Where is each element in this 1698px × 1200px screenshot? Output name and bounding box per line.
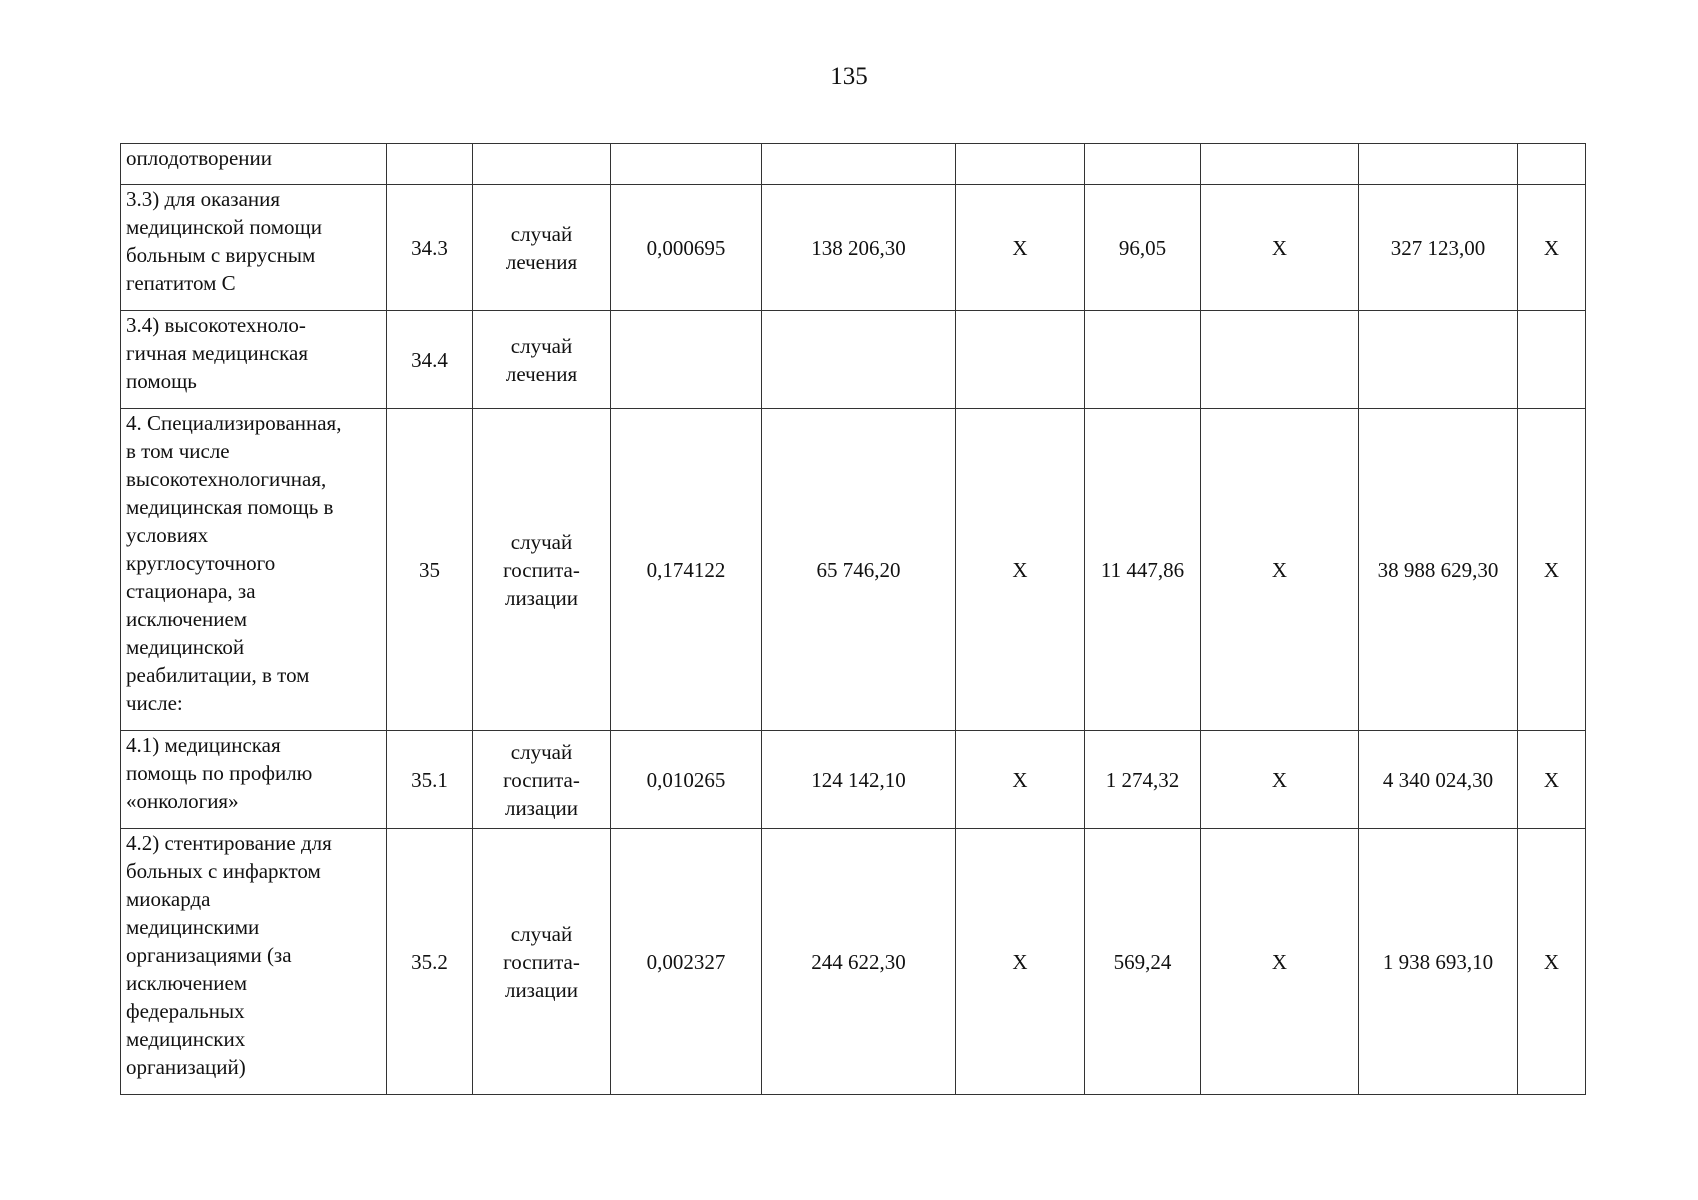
col9-cell: 327 123,00 <box>1359 185 1518 311</box>
page-number: 135 <box>830 63 868 90</box>
unit-line: лизации <box>504 977 579 1002</box>
norm-cell <box>611 311 762 409</box>
col6-cell: X <box>956 409 1085 731</box>
col8-cell: X <box>1201 409 1359 731</box>
row-name-line: больных с инфарктом <box>126 859 321 883</box>
tariff-table <box>120 143 1586 1095</box>
col10-cell: X <box>1518 409 1586 731</box>
row-name-line: организациями (за <box>126 943 292 967</box>
col6-cell: X <box>956 185 1085 311</box>
col10-cell <box>1518 144 1586 185</box>
row-name-line: миокарда <box>126 887 211 911</box>
cost-cell: 244 622,30 <box>762 829 956 1095</box>
col6-cell: X <box>956 731 1085 829</box>
unit-line: лизации <box>504 795 579 820</box>
col8-cell <box>1201 311 1359 409</box>
col7-cell: 569,24 <box>1085 829 1201 1095</box>
norm-cell: 0,002327 <box>611 829 762 1095</box>
unit-line: лечения <box>505 249 578 274</box>
table-row <box>121 185 1586 311</box>
col10-cell <box>1518 311 1586 409</box>
col9-cell: 38 988 629,30 <box>1359 409 1518 731</box>
table-row <box>121 311 1586 409</box>
unit-cell <box>473 409 611 731</box>
row-name-line: условиях <box>126 523 209 547</box>
row-name-line: медицинской <box>126 635 245 659</box>
col7-cell: 1 274,32 <box>1085 731 1201 829</box>
unit-cell <box>473 311 611 409</box>
row-name-line: стационара, за <box>126 579 256 603</box>
table-row <box>121 829 1586 1095</box>
cost-cell: 124 142,10 <box>762 731 956 829</box>
col8-cell <box>1201 144 1359 185</box>
cost-cell: 65 746,20 <box>762 409 956 731</box>
table-row <box>121 409 1586 731</box>
table-row <box>121 144 1586 185</box>
col7-cell <box>1085 144 1201 185</box>
row-name-line: 3.4) высокотехноло- <box>126 313 306 337</box>
col8-cell: X <box>1201 731 1359 829</box>
col8-cell: X <box>1201 829 1359 1095</box>
unit-line: лизации <box>504 585 579 610</box>
col10-cell: X <box>1518 185 1586 311</box>
row-name-cell <box>121 829 387 1095</box>
row-name-line: исключением <box>126 607 248 631</box>
code-cell: 35.2 <box>387 829 473 1095</box>
col6-cell <box>956 311 1085 409</box>
row-name-line: 3.3) для оказания <box>126 187 281 211</box>
norm-cell: 0,010265 <box>611 731 762 829</box>
row-name-line: помощь <box>126 369 197 393</box>
row-name-line: гичная медицинская <box>126 341 309 365</box>
unit-cell <box>473 144 611 185</box>
code-cell: 35.1 <box>387 731 473 829</box>
col10-cell: X <box>1518 829 1586 1095</box>
row-name-cell <box>121 409 387 731</box>
row-name-line: реабилитации, в том <box>126 663 310 687</box>
unit-line: случай <box>510 221 573 246</box>
unit-cell <box>473 185 611 311</box>
col10-cell: X <box>1518 731 1586 829</box>
cost-cell <box>762 144 956 185</box>
norm-cell <box>611 144 762 185</box>
row-name-cell <box>121 144 387 185</box>
row-name-line: федеральных <box>126 999 245 1023</box>
unit-line: случай <box>510 739 573 764</box>
row-name-line: оплодотворении <box>126 146 273 170</box>
col9-cell <box>1359 144 1518 185</box>
norm-cell: 0,000695 <box>611 185 762 311</box>
code-cell: 35 <box>387 409 473 731</box>
norm-cell: 0,174122 <box>611 409 762 731</box>
row-name-line: «онкология» <box>126 789 239 813</box>
col9-cell: 1 938 693,10 <box>1359 829 1518 1095</box>
row-name-line: медицинских <box>126 1027 246 1051</box>
col6-cell <box>956 144 1085 185</box>
col8-cell: X <box>1201 185 1359 311</box>
row-name-line: медицинская помощь в <box>126 495 334 519</box>
unit-line: госпита- <box>503 767 580 792</box>
row-name-line: в том числе <box>126 439 230 463</box>
row-name-line: организаций) <box>126 1055 246 1079</box>
row-name-line: высокотехнологичная, <box>126 467 327 491</box>
row-name-line: исключением <box>126 971 248 995</box>
cost-cell: 138 206,30 <box>762 185 956 311</box>
row-name-cell <box>121 185 387 311</box>
row-name-line: числе: <box>126 691 183 715</box>
col7-cell <box>1085 311 1201 409</box>
unit-line: госпита- <box>503 949 580 974</box>
unit-line: случай <box>510 529 573 554</box>
row-name-line: больным с вирусным <box>126 243 316 267</box>
row-name-line: 4.1) медицинская <box>126 733 281 757</box>
row-name-cell <box>121 311 387 409</box>
row-name-line: помощь по профилю <box>126 761 313 785</box>
row-name-line: 4.2) стентирование для <box>126 831 332 855</box>
unit-line: лечения <box>505 361 578 386</box>
unit-line: госпита- <box>503 557 580 582</box>
code-cell: 34.4 <box>387 311 473 409</box>
table-row <box>121 731 1586 829</box>
col7-cell: 96,05 <box>1085 185 1201 311</box>
row-name-line: медицинскими <box>126 915 260 939</box>
code-cell <box>387 144 473 185</box>
unit-line: случай <box>510 921 573 946</box>
col9-cell: 4 340 024,30 <box>1359 731 1518 829</box>
row-name-cell <box>121 731 387 829</box>
code-cell: 34.3 <box>387 185 473 311</box>
unit-line: случай <box>510 333 573 358</box>
unit-cell <box>473 829 611 1095</box>
row-name-line: гепатитом С <box>126 271 236 295</box>
unit-cell <box>473 731 611 829</box>
cost-cell <box>762 311 956 409</box>
col7-cell: 11 447,86 <box>1085 409 1201 731</box>
row-name-line: круглосуточного <box>126 551 276 575</box>
row-name-line: 4. Специализированная, <box>126 411 342 435</box>
row-name-line: медицинской помощи <box>126 215 322 239</box>
col9-cell <box>1359 311 1518 409</box>
col6-cell: X <box>956 829 1085 1095</box>
